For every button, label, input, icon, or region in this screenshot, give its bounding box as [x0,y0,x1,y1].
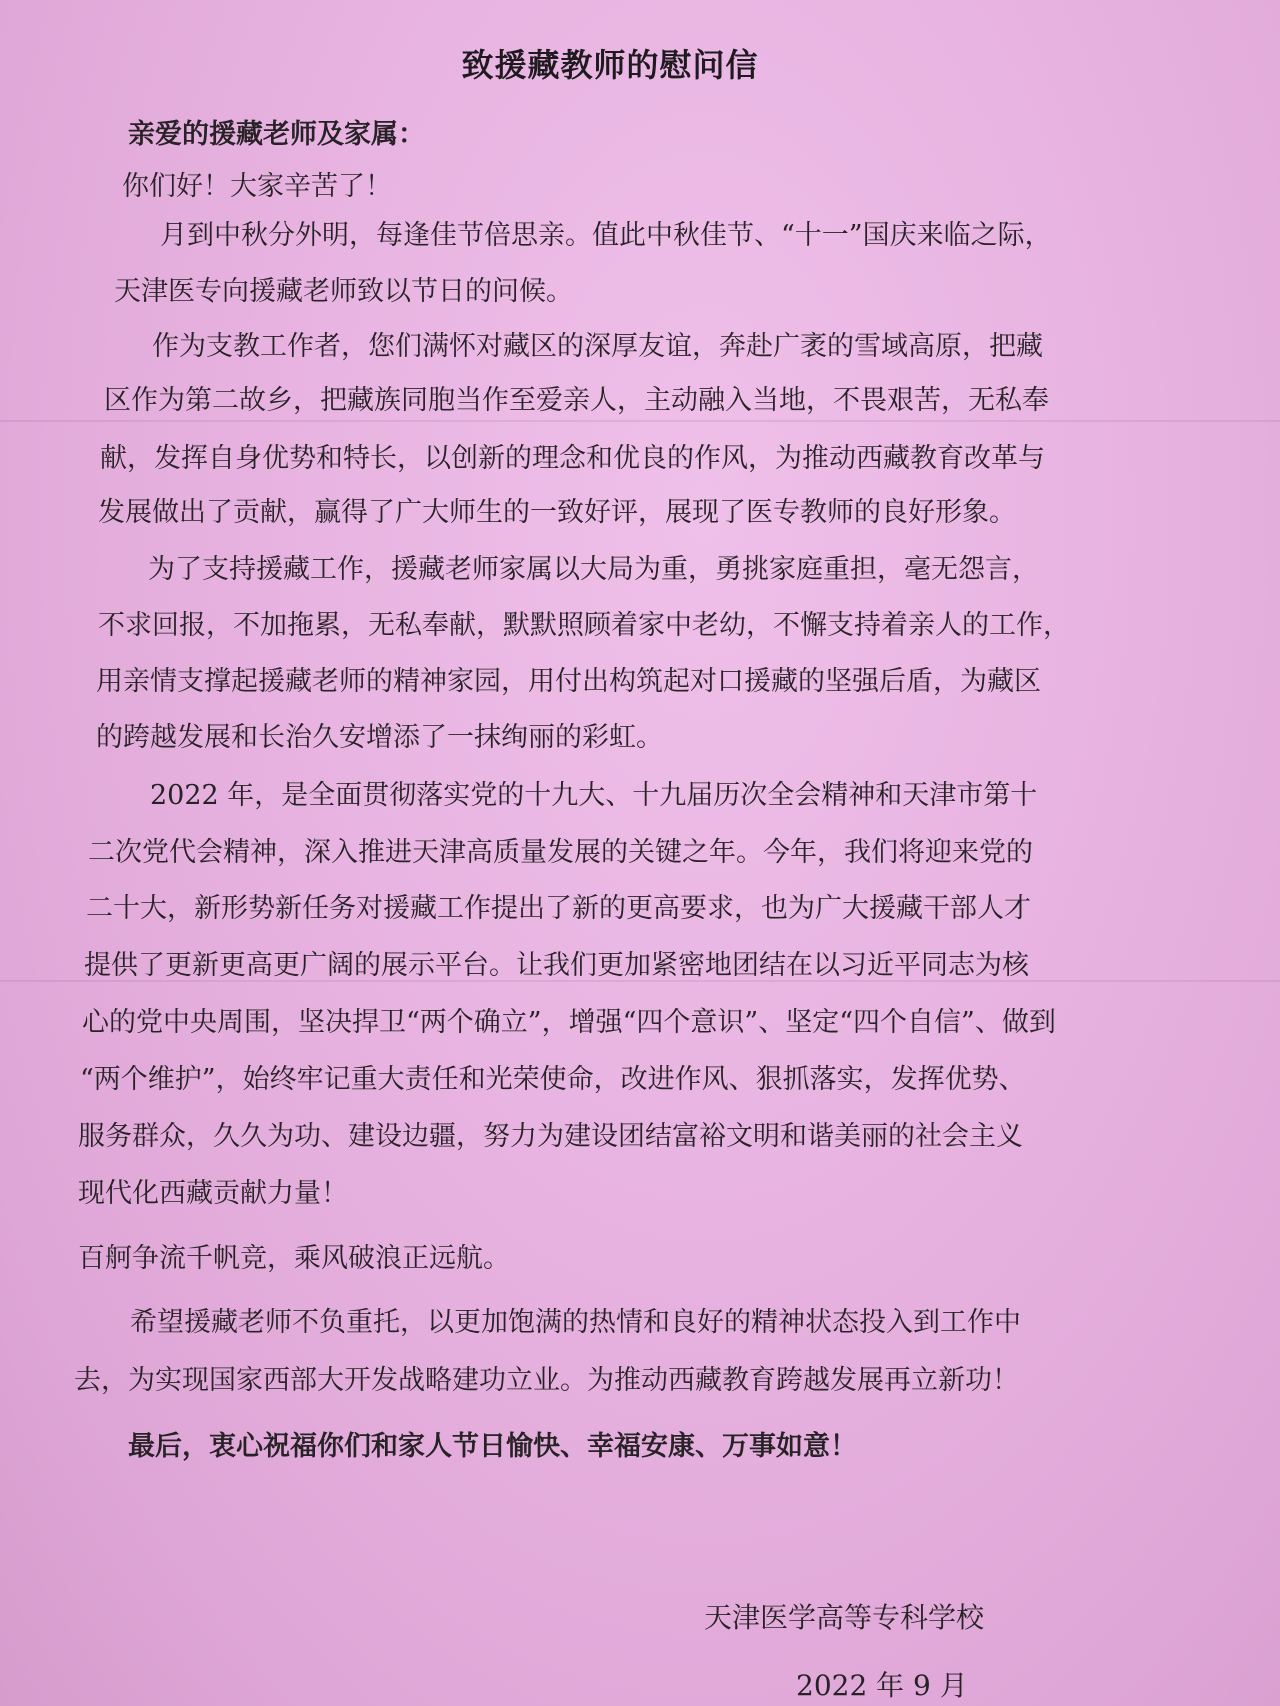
paragraph-2-line: 作为支教工作者，您们满怀对藏区的深厚友谊，奔赴广袤的雪域高原，把藏 [152,331,1043,362]
paragraph-6-line: 希望援藏老师不负重托，以更加饱满的热情和良好的精神状态投入到工作中 [130,1307,1021,1338]
paragraph-3-line: 的跨越发展和长治久安增添了一抹绚丽的彩虹。 [96,722,663,753]
signature-date: 2022 年 9 月 [796,1669,968,1702]
paragraph-4-line: 二次党代会精神，深入推进天津高质量发展的关键之年。今年，我们将迎来党的 [88,837,1033,868]
signature-school: 天津医学高等专科学校 [704,1601,985,1634]
paragraph-2-line: 发展做出了贡献，赢得了广大师生的一致好评，展现了医专教师的良好形象。 [98,497,1016,528]
salutation: 亲爱的援藏老师及家属： [128,119,425,150]
paragraph-4-line: 心的党中央周围，坚决捍卫“两个确立”，增强“四个意识”、坚定“四个自信”、做到 [82,1007,1056,1038]
paragraph-2-line: 区作为第二故乡，把藏族同胞当作至爱亲人，主动融入当地，不畏艰苦，无私奉 [104,385,1049,416]
paragraph-4-line: 现代化西藏贡献力量！ [78,1178,348,1209]
paragraph-1-line: 月到中秋分外明，每逢佳节倍思亲。值此中秋佳节、“十一”国庆来临之际， [160,220,1052,251]
paragraph-4-line: “两个维护”，始终牢记重大责任和光荣使命，改进作风、狠抓落实，发挥优势、 [80,1064,1026,1095]
paragraph-1-line: 天津医专向援藏老师致以节日的问候。 [114,276,573,307]
paragraph-3-line: 为了支持援藏工作，援藏老师家属以大局为重，勇挑家庭重担，毫无怨言， [148,554,1039,585]
letter-title: 致援藏教师的慰问信 [461,46,759,84]
paragraph-2-line: 献，发挥自身优势和特长，以创新的理念和优良的作风，为推动西藏教育改革与 [100,443,1045,474]
paragraph-4-line: 提供了更新更高更广阔的展示平台。让我们更加紧密地团结在以习近平同志为核 [84,950,1029,981]
greeting: 你们好！大家辛苦了！ [122,171,392,202]
paragraph-4-line: 服务群众，久久为功、建设边疆，努力为建设团结富裕文明和谐美丽的社会主义 [78,1121,1023,1152]
paper-crease [0,420,1280,422]
paragraph-3-line: 不求回报，不加拖累，无私奉献，默默照顾着家中老幼，不懈支持着亲人的工作， [98,610,1070,641]
paragraph-4-line: 二十大，新形势新任务对援藏工作提出了新的更高要求，也为广大援藏干部人才 [86,893,1031,924]
paragraph-3-line: 用亲情支撑起援藏老师的精神家园，用付出构筑起对口援藏的坚强后盾，为藏区 [96,666,1041,697]
poem-line: 百舸争流千帆竞，乘风破浪正远航。 [78,1243,510,1274]
paragraph-4-line: 2022 年，是全面贯彻落实党的十九大、十九届历次全会精神和天津市第十 [150,780,1038,811]
paragraph-6-line: 去，为实现国家西部大开发战略建功立业。为推动西藏教育跨越发展再立新功！ [74,1365,1019,1396]
closing-wish: 最后，衷心祝福你们和家人节日愉快、幸福安康、万事如意！ [128,1431,857,1462]
